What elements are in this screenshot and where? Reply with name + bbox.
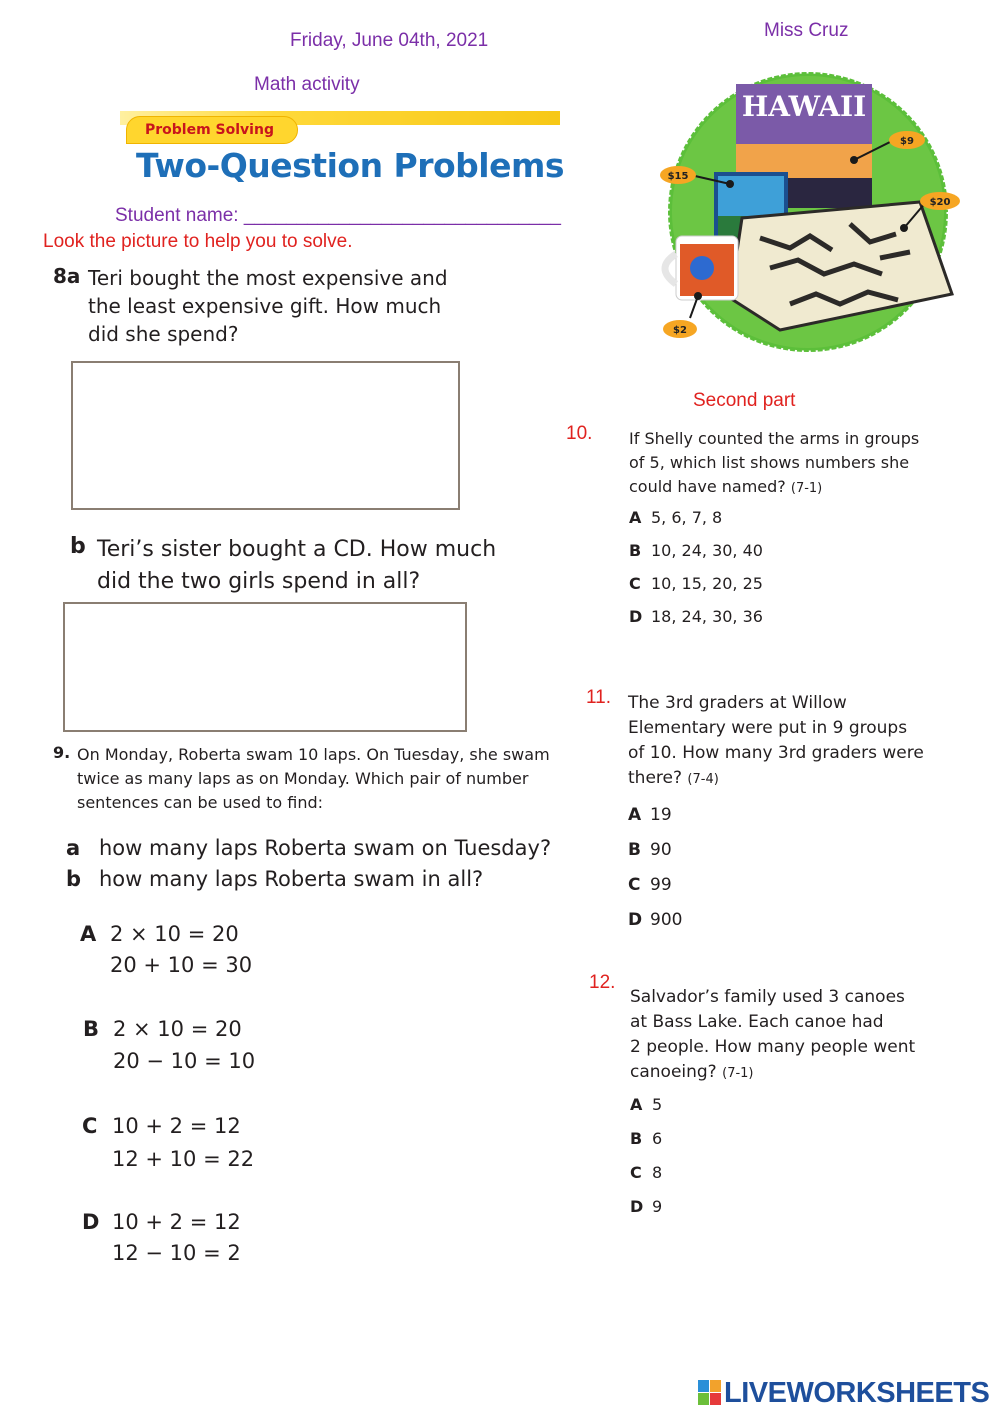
q9-option-b[interactable]: B 2 × 10 = 20 20 − 10 = 10 bbox=[83, 1017, 256, 1073]
q12-option-c[interactable]: C 8 bbox=[630, 1163, 663, 1182]
q11-option-d[interactable]: D 900 bbox=[628, 910, 683, 930]
student-name-row bbox=[115, 205, 561, 227]
problem-solving-tag: Problem Solving bbox=[126, 116, 298, 144]
student-name-field[interactable]: ______________________________ bbox=[243, 205, 561, 226]
q8a-number: 8a bbox=[53, 264, 81, 288]
mug-icon bbox=[665, 236, 738, 300]
q9-text: On Monday, Roberta swam 10 laps. On Tuesday, she swam twice as many laps as on Monday. Which pair of number sentences can be used to find: bbox=[77, 745, 550, 812]
instruction-text: Look the picture to help you to solve. bbox=[43, 231, 353, 252]
q9-number: 9. bbox=[53, 743, 71, 762]
q10-option-b[interactable]: B 10, 24, 30, 40 bbox=[629, 541, 763, 560]
q11-text: The 3rd graders at Willow Elementary were put in 9 groups of 10. How many 3rd graders were there? (7-4) bbox=[628, 693, 924, 788]
q10-option-c[interactable]: C 10, 15, 20, 25 bbox=[629, 574, 763, 593]
hawaii-gifts-picture bbox=[650, 68, 970, 358]
aloha-shirt-icon bbox=[730, 202, 952, 330]
q11-option-b[interactable]: B 90 bbox=[628, 840, 672, 860]
q12-number: 12. bbox=[589, 972, 616, 993]
q8b-answer-box[interactable] bbox=[63, 602, 467, 732]
q12-text: Salvador’s family used 3 canoes at Bass Lake. Each canoe had 2 people. How many people went canoeing? (7-1) bbox=[630, 987, 916, 1082]
q11-number: 11. bbox=[586, 687, 612, 708]
svg-text:$20: $20 bbox=[929, 197, 951, 208]
q10-option-a[interactable]: A 5, 6, 7, 8 bbox=[629, 508, 723, 527]
q8a-answer-box[interactable] bbox=[71, 361, 460, 510]
q12-option-d[interactable]: D 9 bbox=[630, 1197, 663, 1216]
svg-text:$2: $2 bbox=[673, 325, 687, 336]
worksheet-title: Two-Question Problems bbox=[136, 146, 565, 185]
student-name-label: Student name: bbox=[115, 205, 239, 226]
liveworksheets-logo-icon bbox=[698, 1380, 722, 1406]
q9-part-b: b how many laps Roberta swam in all? bbox=[66, 867, 484, 891]
activity-label: Math activity bbox=[254, 74, 360, 95]
q8b-letter: b bbox=[70, 534, 86, 559]
q12-option-a[interactable]: A 5 bbox=[630, 1095, 663, 1114]
q9-parts bbox=[66, 833, 551, 895]
date-text: Friday, June 04th, 2021 bbox=[290, 30, 489, 51]
q11-option-a[interactable]: A 19 bbox=[628, 805, 672, 825]
q10-option-d[interactable]: D 18, 24, 30, 36 bbox=[629, 607, 763, 626]
liveworksheets-logo-text: LIVEWORKSHEETS bbox=[724, 1376, 990, 1409]
q8b-text: Teri’s sister bought a CD. How much did the two girls spend in all? bbox=[97, 537, 497, 594]
q10-number: 10. bbox=[566, 423, 593, 444]
q8a-text: Teri bought the most expensive and the least expensive gift. How much did she spend? bbox=[88, 266, 448, 346]
q10-text: If Shelly counted the arms in groups of 5, which list shows numbers she could have named? (7-1) bbox=[629, 429, 920, 496]
q12-ref: (7-1) bbox=[722, 1066, 754, 1081]
q9-option-a[interactable]: A 2 × 10 = 20 20 + 10 = 30 bbox=[80, 922, 253, 977]
q9-option-d[interactable]: D 10 + 2 = 12 12 − 10 = 2 bbox=[82, 1210, 241, 1265]
svg-text:$9: $9 bbox=[900, 136, 914, 147]
hawaii-book-title: HAWAII bbox=[741, 90, 867, 123]
second-part-heading: Second part bbox=[693, 390, 796, 411]
q9-part-a: a how many laps Roberta swam on Tuesday? bbox=[66, 836, 552, 860]
svg-text:$15: $15 bbox=[667, 171, 689, 182]
liveworksheets-logo bbox=[698, 1376, 989, 1410]
q11-option-c[interactable]: C 99 bbox=[628, 875, 672, 895]
q12-option-b[interactable]: B 6 bbox=[630, 1129, 663, 1148]
q11-ref: (7-4) bbox=[687, 772, 719, 787]
q9-option-c[interactable]: C 10 + 2 = 12 12 + 10 = 22 bbox=[82, 1114, 255, 1171]
teacher-name: Miss Cruz bbox=[764, 20, 849, 41]
q10-ref: (7-1) bbox=[790, 481, 823, 496]
